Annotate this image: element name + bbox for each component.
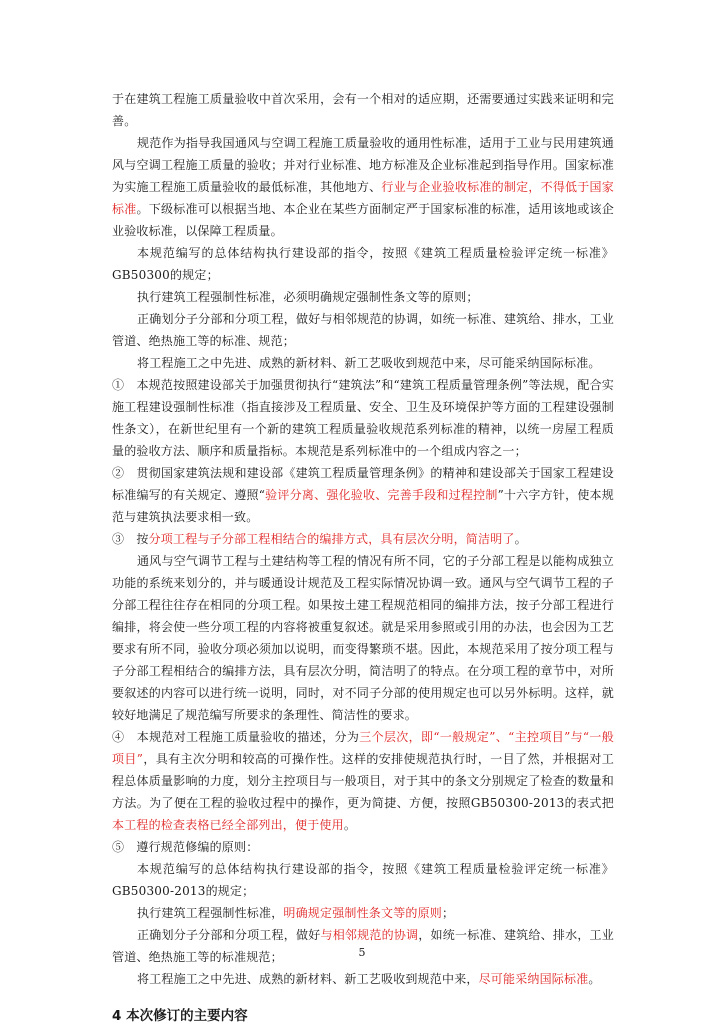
body-paragraph xyxy=(112,858,614,902)
section-heading: 4 本次修订的主要内容 xyxy=(112,1008,248,1024)
paragraph-text: ④ 本规范对工程施工质量验收的描述，分为 xyxy=(112,730,360,744)
body-paragraph xyxy=(112,374,614,462)
paragraph-text: 通风与空气调节工程与土建结构等工程的情况有所不同，它的子分部工程是以能构成独立功能的系统来划分的，并与暖通设计规范及工程实际情况协调一致。通风与空气调节工程的子分部工程往往存在相同的分项工程。如果按土建工程规范相同的编排方法，按子分部工程进行编排，将会使一些分项工程的内容将被重复叙述。就是采用参照或引用的办法，也会因为工艺要求有所不同，验收分项必须加以说明，而变得繁琐不堪。因此，本规范采用了按分项工程与子分部工程相结合的编排方法，具有层次分明，简洁明了的特点。在分项工程的章节中，对所要叙述的内容可以进行统一说明，同时，对不同子分部的使用规定也可以另外标明。这样，就较好地满足了规范编写所要求的条理性、简洁性的要求。 xyxy=(112,554,614,722)
body-paragraph xyxy=(112,462,614,528)
paragraph-text: 。下级标准可以根据当地、本企业在某些方面制定严于国家标准的标准，适用该地或该企业验收标准，以保障工程质量。 xyxy=(112,202,614,238)
highlighted-text: 行业与企业验收标准的制定，不得低于国家标准 xyxy=(112,180,614,216)
paragraph-text: ”十六字方针，使本规范与建筑执法要求相一致。 xyxy=(112,488,614,524)
body-paragraph xyxy=(112,528,614,550)
body-paragraph xyxy=(112,968,614,990)
paragraph-list xyxy=(112,88,614,990)
body-paragraph xyxy=(112,352,614,374)
body-paragraph xyxy=(112,132,614,242)
body-paragraph xyxy=(112,902,614,924)
highlighted-text: 分项工程与子分部工程相结合的编排方式，具有层次分明，简洁明了 xyxy=(148,532,515,546)
paragraph-text: ⑤ 遵行规范修编的原则： xyxy=(112,840,259,854)
body-paragraph xyxy=(112,836,614,858)
paragraph-text: 将工程施工之中先进、成熟的新材料、新工艺吸收到规范中来， xyxy=(137,972,479,986)
highlighted-text: 明确规定强制性条文等的原则 xyxy=(283,906,443,920)
body-paragraph xyxy=(112,550,614,726)
paragraph-text: 。 xyxy=(514,532,527,546)
paragraph-text: ，具有主次分明和较高的可操作性。这样的安排使规范执行时，一目了然，并根据对工程总体质量影响的力度，划分主控项目与一般项目，对于其中的条文分别规定了检查的数量和方法。为了便在工程的验收过程中的操作，更为简捷、方便，按照GB50300-2013的表式把 xyxy=(112,752,614,810)
paragraph-text: ② 贯彻国家建筑法规和建设部《建筑工程质量管理条例》的精神和建设部关于国家工程建设标准编写的有关规定、遵照“ xyxy=(112,466,614,502)
paragraph-text: 本规范编写的总体结构执行建设部的指令，按照《建筑工程质量检验评定统一标准》GB50300的规定； xyxy=(112,246,614,282)
highlighted-text: 验评分离、强化验收、完善手段和过程控制 xyxy=(265,488,498,502)
paragraph-text: 规范作为指导我国通风与空调工程施工质量验收的通用性标准，适用于工业与民用建筑通风与空调工程施工质量的验收；并对行业标准、地方标准及企业标准起到指导作用。国家标准为实施工程施工质量验收的最低标准，其他地方、 xyxy=(112,136,614,194)
paragraph-text: ③ 按 xyxy=(112,532,149,546)
highlighted-text: 尽可能采纳国际标准 xyxy=(478,972,589,986)
body-paragraph xyxy=(112,308,614,352)
body-paragraph xyxy=(112,286,614,308)
paragraph-text: 执行建筑工程强制性标准， xyxy=(137,906,284,920)
paragraph-text: 。 xyxy=(343,818,357,832)
paragraph-text: 正确划分子分部和分项工程，做好与相邻规范的协调，如统一标准、建筑给、排水，工业管道、绝热施工等的标准、规范； xyxy=(112,312,614,348)
paragraph-text: 。 xyxy=(588,972,601,986)
paragraph-text: 本规范编写的总体结构执行建设部的指令，按照《建筑工程质量检验评定统一标准》GB50300-2013的规定； xyxy=(112,862,614,898)
body-paragraph xyxy=(112,88,614,132)
highlighted-text: 本工程的检查表格已经全部列出，便于使用 xyxy=(112,818,344,832)
page-body xyxy=(112,88,614,1028)
paragraph-text: ； xyxy=(442,906,455,920)
paragraph-text: ，如统一标准、建筑给、排水，工业管道、绝热施工等的标准规范； xyxy=(112,928,614,964)
highlighted-text: 与相邻规范的协调 xyxy=(320,928,419,942)
highlighted-text: 三个层次，即“一般规定”、“主控项目”与“一般项目” xyxy=(112,730,614,766)
paragraph-text: 将工程施工之中先进、成熟的新材料、新工艺吸收到规范中来，尽可能采纳国际标准。 xyxy=(137,356,601,370)
paragraph-text: 执行建筑工程强制性标准，必须明确规定强制性条文等的原则； xyxy=(137,290,479,304)
paragraph-text: 正确划分子分部和分项工程，做好 xyxy=(137,928,321,942)
paragraph-text: ① 本规范按照建设部关于加强贯彻执行“建筑法”和“建筑工程质量管理条例”等法规，配合实施工程建设强制性标准（指直接涉及工程质量、安全、卫生及环境保护等方面的工程建设强制性条文），在新世纪里有一个新的建筑工程质量验收规范系列标准的精神，以统一房屋工程质量的验收方法、顺序和质量指标。本规范是系列标准中的一个组成内容之一； xyxy=(112,378,614,458)
paragraph-text: 于在建筑工程施工质量验收中首次采用，会有一个相对的适应期，还需要通过实践来证明和完善。 xyxy=(112,92,614,128)
body-paragraph xyxy=(112,242,614,286)
body-paragraph xyxy=(112,726,614,836)
page-number: 5 xyxy=(358,946,366,959)
